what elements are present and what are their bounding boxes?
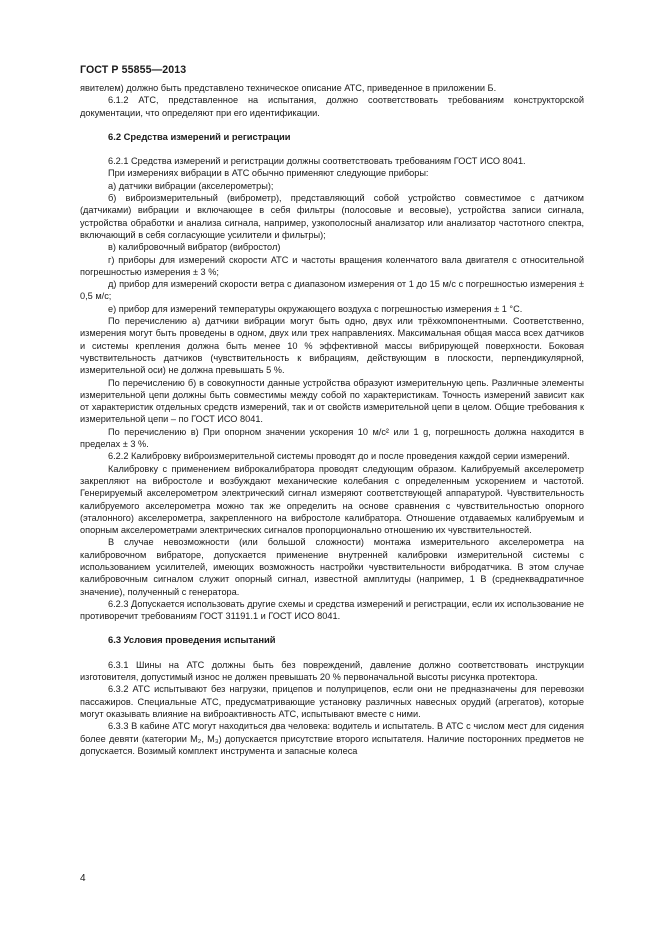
paragraph: 6.3.1 Шины на АТС должны быть без повреждений, давление должно соответствовать инструкции изготовителя, допустимый износ не должен превышать 20 % первоначальной высоты рисунка протектора. [80,659,584,683]
list-item: в) калибровочный вибратор (вибростол) [108,242,281,253]
list-item: г) приборы для измерений скорости АТС и частоты вращения коленчатого вала двигателя с относительной погрешностью измерения ± 3 %; [80,254,584,277]
document-body [80,82,584,757]
section-heading: 6.3 Условия проведения испытаний [108,634,276,646]
paragraph: явителем) должно быть представлено техническое описание АТС, приведенное в приложении Б. [80,83,497,93]
list-item: е) прибор для измерений температуры окружающего воздуха с погрешностью измерения ± 1 °С. [108,303,523,314]
paragraph: 6.2.1 Средства измерений и регистрации должны соответствовать требованиям ГОСТ ИСО 8041. [108,156,526,167]
paragraph: По перечислению а) датчики вибрации могут быть одно, двух или трёхкомпонентными. Соответственно, измерения могут быть проведены в одном, двух или трех направлениях. Максимальная общая масса всех датчиков и системы крепления должна быть менее 10 % эффективной массы вибрирующей поверхности. Боковая чувствительность датчиков (чувствительность к вибрациям, действующим в плоскости, перпендикулярной, измерительной оси) не должна превышать 5 %. [80,316,584,376]
paragraph: 6.1.2 АТС, представленное на испытания, должно соответствовать требованиям конструкторской документации, что определяют при его идентификации. [80,95,584,118]
paragraph: 6.3.3 В кабине АТС могут находиться два человека: водитель и испытатель. В АТС с числом мест для сидения более девяти (категории M₂, M₃) допускается присутствие второго испытателя. Наличие посторонних предметов не допускается. Возимый комплект инструмента и запасные колеса [80,721,584,756]
paragraph: Калибровку с применением виброкалибратора проводят следующим образом. Калибруемый акселерометр закрепляют на вибростоле и возбуждают механические колебания с определенным ускорением и частотой. Генерируемый акселерометром электрический сигнал измеряют соответствующей аппаратурой. Чувствительность калибруемого акселерометра можно так же определить на основе сравнения с чувствительностью опорного (эталонного) акселерометра, закрепленного на вибростоле калибратора. Отношение отдаваемых калибруемым и опорным акселерометрами электрических сигналов пропорционально отношению их чувствительностей. [80,463,584,536]
section-heading: 6.2 Средства измерений и регистрации [108,130,291,142]
page-number: 4 [80,873,86,884]
list-item: а) датчики вибрации (акселерометры); [108,180,274,191]
list-item: д) прибор для измерений скорости ветра с диапазоном измерения от 1 до 15 м/с с погрешностью измерения ± 0,5 м/с; [80,279,584,302]
standard-id: ГОСТ Р 55855—2013 [80,64,187,76]
paragraph: 6.3.2 АТС испытывают без нагрузки, прицепов и полуприцепов, если они не предназначены для перевозки пассажиров. Специальные АТС, предусматривающие установку различных навесных орудий (агрегатов), которые могут оказывать влияние на виброактивность АТС, испытывают вместе с ними. [80,684,584,719]
paragraph: 6.2.3 Допускается использовать другие схемы и средства измерений и регистрации, если их использование не противоречит требованиям ГОСТ 31191.1 и ГОСТ ИСО 8041. [80,598,584,622]
list-item: б) виброизмерительный (виброметр), представляющий собой устройство совместимое с датчиком (датчиками) вибрации и включающее в себя фильтры (полосовые и весовые), устройства записи сигнала, устройства обработки и анализа сигнала, например, узкополосный анализатор или анализатор частотного спектра, включающий в себя согласующие усилители и фильтры); [80,193,584,240]
paragraph: При измерениях вибрации в АТС обычно применяют следующие приборы: [108,168,429,179]
paragraph: По перечислению в) При опорном значении ускорения 10 м/с² или 1 g, погрешность должна находится в пределах ± 3 %. [80,426,584,450]
paragraph: По перечислению б) в совокупности данные устройства образуют измерительную цепь. Различные элементы измерительной цепи должны быть совместимы между собой по характеристикам. Точность измерений зависит как от характеристик отдельных средств измерений, так и от свойств измерительной цепи в целом. Общие требования к измерительной цепи – по ГОСТ ИСО 8041. [80,377,584,425]
paragraph: 6.2.2 Калибровку виброизмерительной системы проводят до и после проведения каждой серии измерений. [108,451,570,462]
paragraph: В случае невозможности (или большой сложности) монтажа измерительного акселерометра на калибровочном вибраторе, допускается применение внутренней калибровки измерительной системы с использованием усилителей, имеющих возможность настройки чувствительности вибродатчика. В этом случае калибровочным сигналом служит опорный сигнал, известной амплитуды (например, 1 В (среднеквадратичное значение), полученный с генератора. [80,537,584,597]
